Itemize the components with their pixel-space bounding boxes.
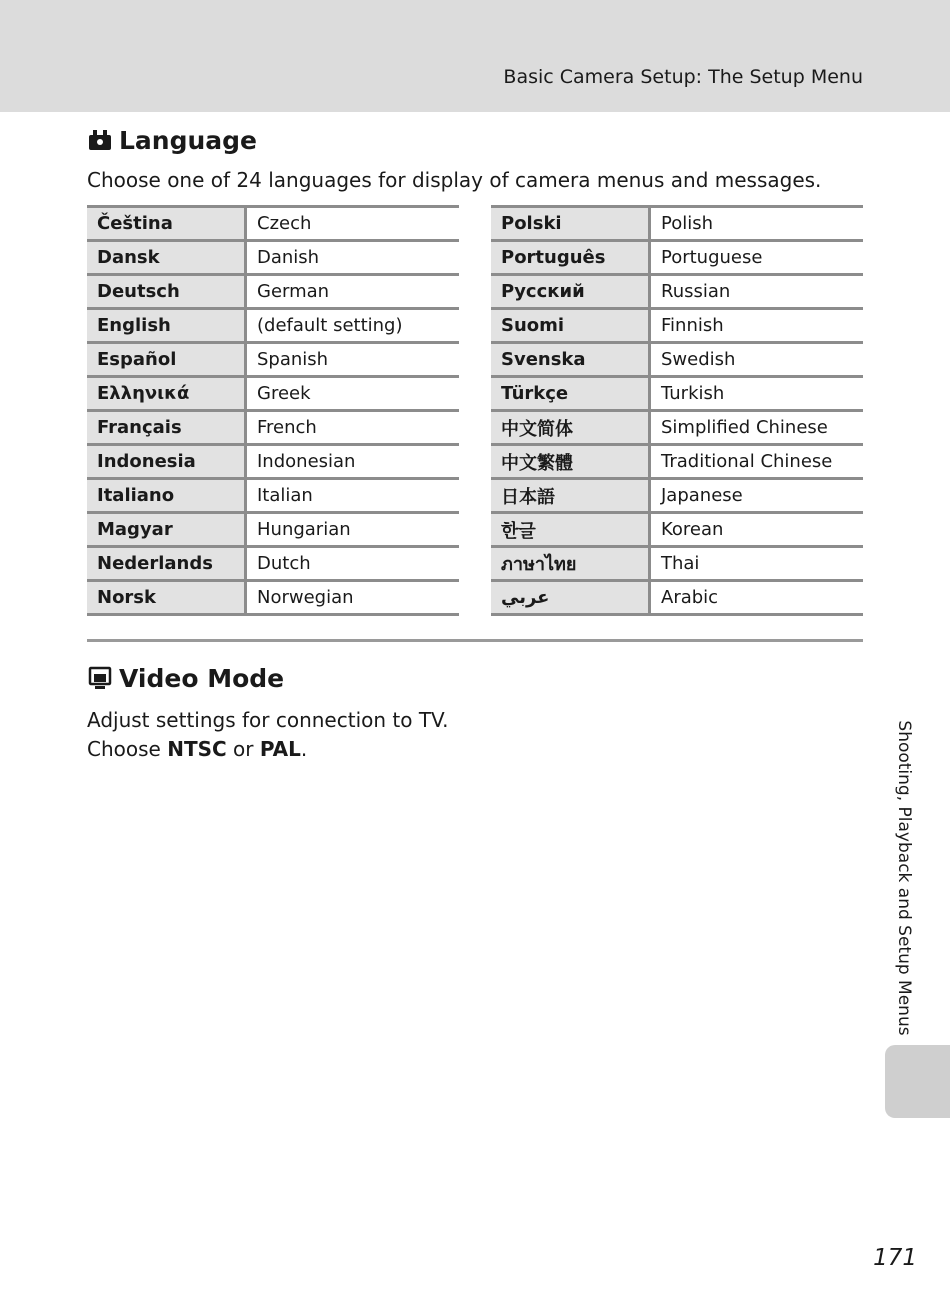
native-language-name: عربي bbox=[491, 581, 650, 615]
table-row bbox=[491, 411, 863, 445]
section-divider bbox=[87, 639, 863, 642]
native-language-name: Deutsch bbox=[87, 275, 246, 309]
english-language-name: Greek bbox=[246, 377, 460, 411]
native-language-name: Nederlands bbox=[87, 547, 246, 581]
english-language-name: Indonesian bbox=[246, 445, 460, 479]
table-row bbox=[87, 207, 459, 241]
native-language-name: ภาษาไทย bbox=[491, 547, 650, 581]
table-row bbox=[87, 377, 459, 411]
table-row bbox=[491, 581, 863, 615]
pal-option: PAL bbox=[259, 737, 301, 761]
table-row bbox=[87, 581, 459, 615]
table-row bbox=[491, 513, 863, 547]
native-language-name: Magyar bbox=[87, 513, 246, 547]
english-language-name: Traditional Chinese bbox=[650, 445, 864, 479]
english-language-name: Finnish bbox=[650, 309, 864, 343]
native-language-name: 中文繁體 bbox=[491, 445, 650, 479]
english-language-name: Portuguese bbox=[650, 241, 864, 275]
video-mode-title-text: Video Mode bbox=[119, 664, 285, 693]
language-description: Choose one of 24 languages for display of camera menus and messages. bbox=[87, 168, 822, 192]
table-row bbox=[87, 479, 459, 513]
table-row bbox=[491, 547, 863, 581]
native-language-name: Português bbox=[491, 241, 650, 275]
running-header: Basic Camera Setup: The Setup Menu bbox=[503, 66, 863, 88]
video-mode-icon bbox=[87, 666, 113, 692]
table-row bbox=[491, 445, 863, 479]
english-language-name: Korean bbox=[650, 513, 864, 547]
native-language-name: Indonesia bbox=[87, 445, 246, 479]
native-language-name: Dansk bbox=[87, 241, 246, 275]
english-language-name: Danish bbox=[246, 241, 460, 275]
language-table-right bbox=[491, 205, 863, 616]
table-row bbox=[87, 445, 459, 479]
native-language-name: 中文简体 bbox=[491, 411, 650, 445]
table-row bbox=[87, 411, 459, 445]
english-language-name: Japanese bbox=[650, 479, 864, 513]
native-language-name: English bbox=[87, 309, 246, 343]
side-tab bbox=[885, 1045, 950, 1118]
english-language-name: Spanish bbox=[246, 343, 460, 377]
table-row bbox=[491, 207, 863, 241]
native-language-name: 日本語 bbox=[491, 479, 650, 513]
table-row bbox=[491, 479, 863, 513]
table-row bbox=[87, 241, 459, 275]
native-language-name: 한글 bbox=[491, 513, 650, 547]
table-row bbox=[491, 343, 863, 377]
english-language-name: Polish bbox=[650, 207, 864, 241]
table-row bbox=[87, 309, 459, 343]
language-icon bbox=[87, 128, 113, 154]
native-language-name: Čeština bbox=[87, 207, 246, 241]
english-language-name: Arabic bbox=[650, 581, 864, 615]
english-language-name: Turkish bbox=[650, 377, 864, 411]
native-language-name: Español bbox=[87, 343, 246, 377]
options-or: or bbox=[226, 737, 260, 761]
table-row bbox=[491, 275, 863, 309]
english-language-name: Hungarian bbox=[246, 513, 460, 547]
english-language-name: Russian bbox=[650, 275, 864, 309]
language-title-text: Language bbox=[119, 126, 258, 155]
native-language-name: Norsk bbox=[87, 581, 246, 615]
table-row bbox=[87, 547, 459, 581]
video-mode-options-text bbox=[87, 737, 307, 761]
native-language-name: Polski bbox=[491, 207, 650, 241]
options-prefix: Choose bbox=[87, 737, 168, 761]
video-mode-section-title bbox=[87, 664, 284, 693]
language-table-left bbox=[87, 205, 459, 616]
native-language-name: Русский bbox=[491, 275, 650, 309]
header-band bbox=[0, 0, 950, 112]
native-language-name: Suomi bbox=[491, 309, 650, 343]
english-language-name: German bbox=[246, 275, 460, 309]
english-language-name: French bbox=[246, 411, 460, 445]
table-row bbox=[87, 343, 459, 377]
language-section-title bbox=[87, 126, 257, 155]
english-language-name: Simplified Chinese bbox=[650, 411, 864, 445]
native-language-name: Türkçe bbox=[491, 377, 650, 411]
table-row bbox=[491, 241, 863, 275]
native-language-name: Français bbox=[87, 411, 246, 445]
native-language-name: Svenska bbox=[491, 343, 650, 377]
options-suffix: . bbox=[300, 737, 308, 761]
table-row bbox=[87, 275, 459, 309]
english-language-name: Norwegian bbox=[246, 581, 460, 615]
english-language-name: Italian bbox=[246, 479, 460, 513]
side-tab-label: Shooting, Playback and Setup Menus bbox=[894, 720, 914, 1036]
english-language-name: Thai bbox=[650, 547, 864, 581]
video-mode-description: Adjust settings for connection to TV. bbox=[87, 708, 449, 732]
page-number: 171 bbox=[873, 1245, 917, 1271]
table-row bbox=[87, 513, 459, 547]
table-row bbox=[491, 309, 863, 343]
english-language-name: Swedish bbox=[650, 343, 864, 377]
native-language-name: Italiano bbox=[87, 479, 246, 513]
english-language-name: Czech bbox=[246, 207, 460, 241]
ntsc-option: NTSC bbox=[167, 737, 227, 761]
english-language-name: Dutch bbox=[246, 547, 460, 581]
native-language-name: Ελληνικά bbox=[87, 377, 246, 411]
table-row bbox=[491, 377, 863, 411]
english-language-name: (default setting) bbox=[246, 309, 460, 343]
